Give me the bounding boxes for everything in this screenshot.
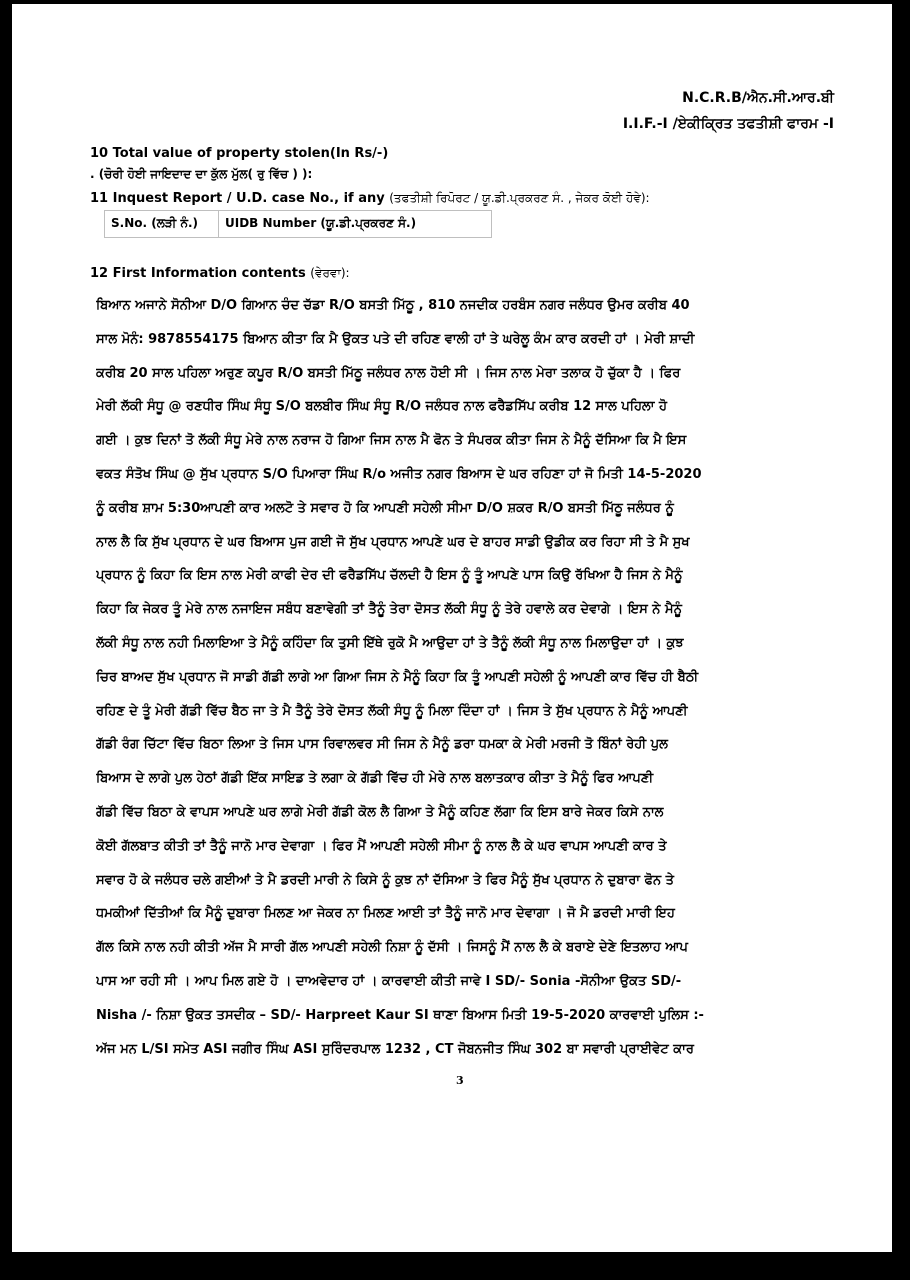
section-12-label-english: 12 First Information contents [90, 266, 306, 281]
fir-line: ਅੱਜ ਮਨ L/SI ਸਮੇਤ ASI ਜਗੀਰ ਸਿੰਘ ASI ਸੁਰਿੰਦਰਪਾਲ 1232 , CT ਜੋਬਨਜੀਤ ਸਿੰਘ 302 ਬਾ ਸਵਾਰੀ ਪ੍ਰਾਈਵੇਟ ਕਾਰ [96, 1041, 694, 1057]
fir-line: ਬਿਆਸ ਦੇ ਲਾਗੇ ਪੁਲ ਹੇਠਾਂ ਗੱਡੀ ਇੱਕ ਸਾਇਡ ਤੇ ਲਗਾ ਕੇ ਗੱਡੀ ਵਿੱਚ ਹੀ ਮੇਰੇ ਨਾਲ ਬਲਾਤਕਾਰ ਕੀਤਾ ਤੇ ਮੈਨੂੰ ਫਿਰ ਆਪਣੀ [96, 771, 654, 787]
fir-line: ਨੂੰ ਕਰੀਬ ਸ਼ਾਮ 5:30ਆਪਣੀ ਕਾਰ ਅਲਟੋ ਤੇ ਸਵਾਰ ਹੋ ਕਿ ਆਪਣੀ ਸਹੇਲੀ ਸੀਮਾ D/O ਸ਼ਕਰ R/O ਬਸਤੀ ਮਿੱਠੂ ਜਲੰਧਰ ਨੂੰ [96, 500, 674, 516]
fir-line: ਲੱਕੀ ਸੰਧੂ ਨਾਲ ਨਹੀ ਮਿਲਾਇਆ ਤੇ ਮੈਨੂੰ ਕਹਿੰਦਾ ਕਿ ਤੁਸੀ ਇੱਥੇ ਰੁਕੋ ਮੈ ਆਉਦਾ ਹਾਂ ਤੇ ਤੈਨੂੰ ਲੱਕੀ ਸੰਧੂ ਨਾਲ ਮਿਲਾਉਦਾ ਹਾਂ । ਕੁਝ [96, 635, 684, 651]
fir-line: ਰਹਿਣ ਦੇ ਤੂੰ ਮੇਰੀ ਗੱਡੀ ਵਿੱਚ ਬੈਠ ਜਾ ਤੇ ਮੈ ਤੈਨੂੰ ਤੇਰੇ ਦੋਸਤ ਲੱਕੀ ਸੰਧੂ ਨੂੰ ਮਿਲਾ ਦਿੰਦਾ ਹਾਂ । ਜਿਸ ਤੇ ਸੁੱਖ ਪ੍ਰਧਾਨ ਨੇ ਮੈਨੂੰ ਆਪਣੀ [96, 703, 688, 719]
uidb-column-header: UIDB Number (ਯੂ.ਡੀ.ਪ੍ਰਕਰਣ ਸੰ.) [225, 216, 417, 230]
document-page [12, 4, 892, 1252]
fir-line: ਗੱਡੀ ਰੰਗ ਚਿੱਟਾ ਵਿੱਚ ਬਿਠਾ ਲਿਆ ਤੇ ਜਿਸ ਪਾਸ ਰਿਵਾਲਵਰ ਸੀ ਜਿਸ ਨੇ ਮੈਨੂੰ ਡਰਾ ਧਮਕਾ ਕੇ ਮੇਰੀ ਮਰਜੀ ਤੋ ਬਿੰਨਾਂ ਰੇਹੀ ਪੁਲ [96, 737, 668, 753]
section-10-label-punjabi: . (ਚੋਰੀ ਹੋਈ ਜਾਇਦਾਦ ਦਾ ਕੁੱਲ ਮੁੱਲ( ਰੁ ਵਿੱਚ ) ): [90, 167, 313, 181]
section-11-label-english: 11 Inquest Report / U.D. case No., if any [90, 191, 385, 206]
iif-form-header: I.I.F.-I /ਏਕੀਕ੍ਰਿਤ ਤਫਤੀਸ਼ੀ ਫਾਰਮ -I [622, 116, 834, 132]
fir-line: ਵਕਤ ਸੰਤੋਖ ਸਿੰਘ @ ਸੁੱਖ ਪ੍ਰਧਾਨ S/O ਪਿਆਰਾ ਸਿੰਘ R/o ਅਜੀਤ ਨਗਰ ਬਿਆਸ ਦੇ ਘਰ ਰਹਿਣਾ ਹਾਂ ਜੋ ਮਿਤੀ 14-5-2020 [96, 466, 702, 482]
fir-line: Nisha /- ਨਿਸ਼ਾ ਉਕਤ ਤਸਦੀਕ – SD/- Harpreet Kaur SI ਥਾਣਾ ਬਿਆਸ ਮਿਤੀ 19-5-2020 ਕਾਰਵਾਈ ਪੁਲਿਸ :- [96, 1007, 704, 1023]
section-12-label [90, 266, 350, 281]
section-12-label-punjabi: (ਵੇਰਵਾ): [310, 266, 350, 280]
fir-line: ਗਈ । ਕੁਝ ਦਿਨਾਂ ਤੋ ਲੱਕੀ ਸੰਧੂ ਮੇਰੇ ਨਾਲ ਨਰਾਜ ਹੋ ਗਿਆ ਜਿਸ ਨਾਲ ਮੈ ਫੋਨ ਤੇ ਸੰਪਰਕ ਕੀਤਾ ਜਿਸ ਨੇ ਮੈਨੂੰ ਦੱਸਿਆ ਕਿ ਮੈ ਇਸ [96, 433, 687, 449]
fir-line: ਗੱਡੀ ਵਿੱਚ ਬਿਠਾ ਕੇ ਵਾਪਸ ਆਪਣੇ ਘਰ ਲਾਗੇ ਮੇਰੀ ਗੱਡੀ ਕੋਲ ਲੈ ਗਿਆ ਤੇ ਮੈਨੂੰ ਕਹਿਣ ਲੱਗਾ ਕਿ ਇਸ ਬਾਰੇ ਜੇਕਰ ਕਿਸੇ ਨਾਲ [96, 804, 664, 820]
fir-line: ਕੋਈ ਗੱਲਬਾਤ ਕੀਤੀ ਤਾਂ ਤੈਨੂੰ ਜਾਨੋ ਮਾਰ ਦੇਵਾਗਾ । ਫਿਰ ਮੈਂ ਆਪਣੀ ਸਹੇਲੀ ਸੀਮਾ ਨੂੰ ਨਾਲ ਲੈ ਕੇ ਘਰ ਵਾਪਸ ਆਪਣੀ ਕਾਰ ਤੇ [96, 838, 667, 854]
fir-line: ਬਿਆਨ ਅਜਾਨੇ ਸੋਨੀਆ D/O ਗਿਆਨ ਚੰਦ ਚੱਡਾ R/O ਬਸਤੀ ਮਿੱਠੂ , 810 ਨਜਦੀਕ ਹਰਬੰਸ ਨਗਰ ਜਲੰਧਰ ਉਮਰ ਕਰੀਬ 40 [96, 298, 690, 313]
fir-line: ਪ੍ਰਧਾਨ ਨੂੰ ਕਿਹਾ ਕਿ ਇਸ ਨਾਲ ਮੇਰੀ ਕਾਫੀ ਦੇਰ ਦੀ ਫਰੈਡਸਿੱਪ ਚੱਲਦੀ ਹੈ ਇਸ ਨੂੰ ਤੂੰ ਆਪਣੇ ਪਾਸ ਕਿਉ ਰੱਖਿਆ ਹੈ ਜਿਸ ਨੇ ਮੈਨੂੰ [96, 568, 683, 584]
ncrb-header: N.C.R.B/ਐਨ.ਸੀ.ਆਰ.ਬੀ [682, 90, 834, 106]
fir-line: ਗੱਲ ਕਿਸੇ ਨਾਲ ਨਹੀ ਕੀਤੀ ਅੱਜ ਮੈ ਸਾਰੀ ਗੱਲ ਆਪਣੀ ਸਹੇਲੀ ਨਿਸ਼ਾ ਨੂੰ ਦੱਸੀ । ਜਿਸਨੂੰ ਮੈਂ ਨਾਲ ਲੈ ਕੇ ਬਰਾਏ ਦੇਣੇ ਇਤਲਾਹ ਆਪ [96, 940, 688, 956]
section-11-label-punjabi: (ਤਫਤੀਸ਼ੀ ਰਿਪੋਰਟ / ਯੂ.ਡੀ.ਪ੍ਰਕਰਣ ਸੰ. , ਜੇਕਰ ਕੋਈ ਹੋਵੇ): [389, 191, 650, 205]
page-number: 3 [456, 1074, 464, 1087]
fir-line: ਧਮਕੀਆਂ ਦਿੱਤੀਆਂ ਕਿ ਮੈਨੂੰ ਦੁਬਾਰਾ ਮਿਲਣ ਆ ਜੇਕਰ ਨਾ ਮਿਲਣ ਆਈ ਤਾਂ ਤੈਨੂੰ ਜਾਨੋ ਮਾਰ ਦੇਵਾਗਾ । ਜੋ ਮੈ ਡਰਦੀ ਮਾਰੀ ਇਹ [96, 906, 675, 922]
fir-line: ਕਰੀਬ 20 ਸਾਲ ਪਹਿਲਾ ਅਰੁਣ ਕਪੂਰ R/O ਬਸਤੀ ਮਿੱਠੂ ਜਲੰਧਰ ਨਾਲ ਹੋਈ ਸੀ । ਜਿਸ ਨਾਲ ਮੇਰਾ ਤਲਾਕ ਹੋ ਚੁੱਕਾ ਹੈ । ਫਿਰ [96, 365, 681, 381]
inquest-table [104, 210, 492, 238]
sno-column-header: S.No. (ਲੜੀ ਨੰ.) [105, 211, 219, 237]
fir-line: ਚਿਰ ਬਾਅਦ ਸੁੱਖ ਪ੍ਰਧਾਨ ਜੋ ਸਾਡੀ ਗੱਡੀ ਲਾਗੇ ਆ ਗਿਆ ਜਿਸ ਨੇ ਮੈਨੂੰ ਕਿਹਾ ਕਿ ਤੂੰ ਆਪਣੀ ਸਹੇਲੀ ਨੂੰ ਆਪਣੀ ਕਾਰ ਵਿੱਚ ਹੀ ਬੈਠੀ [96, 669, 699, 685]
section-10-label: 10 Total value of property stolen(In Rs/-) [90, 146, 389, 161]
fir-line: ਕਿਹਾ ਕਿ ਜੇਕਰ ਤੂੰ ਮੇਰੇ ਨਾਲ ਨਜਾਇਜ ਸਬੰਧ ਬਣਾਵੇਗੀ ਤਾਂ ਤੈਨੂੰ ਤੇਰਾ ਦੋਸਤ ਲੱਕੀ ਸੰਧੂ ਨੂੰ ਤੇਰੇ ਹਵਾਲੇ ਕਰ ਦੇਵਾਗੇ । ਇਸ ਨੇ ਮੈਨੂੰ [96, 602, 682, 618]
fir-line: ਸਾਲ ਮੋਨੰ: 9878554175 ਬਿਆਨ ਕੀਤਾ ਕਿ ਮੈ ਉਕਤ ਪਤੇ ਦੀ ਰਹਿਣ ਵਾਲੀ ਹਾਂ ਤੇ ਘਰੇਲੂ ਕੰਮ ਕਾਰ ਕਰਦੀ ਹਾਂ । ਮੇਰੀ ਸ਼ਾਦੀ [96, 331, 695, 347]
section-11-label [90, 191, 650, 206]
fir-line: ਨਾਲ ਲੈ ਕਿ ਸੁੱਖ ਪ੍ਰਧਾਨ ਦੇ ਘਰ ਬਿਆਸ ਪੁਜ ਗਈ ਜੋ ਸੁੱਖ ਪ੍ਰਧਾਨ ਆਪਣੇ ਘਰ ਦੇ ਬਾਹਰ ਸਾਡੀ ਉਡੀਕ ਕਰ ਰਿਹਾ ਸੀ ਤੇ ਮੈ ਸੁਖ [96, 534, 690, 550]
fir-line: ਸਵਾਰ ਹੋ ਕੇ ਜਲੰਧਰ ਚਲੇ ਗਈਆਂ ਤੇ ਮੈ ਡਰਦੀ ਮਾਰੀ ਨੇ ਕਿਸੇ ਨੂੰ ਕੁਝ ਨਾਂ ਦੱਸਿਆ ਤੇ ਫਿਰ ਮੈਨੂੰ ਸੁੱਖ ਪ੍ਰਧਾਨ ਨੇ ਦੁਬਾਰਾ ਫੋਨ ਤੇ [96, 872, 674, 888]
fir-line: ਪਾਸ ਆ ਰਹੀ ਸੀ । ਆਪ ਮਿਲ ਗਏ ਹੋ । ਦਾਅਵੇਦਾਰ ਹਾਂ । ਕਾਰਵਾਈ ਕੀਤੀ ਜਾਵੇ I SD/- Sonia -ਸੋਨੀਆ ਉਕਤ SD/- [96, 973, 682, 989]
fir-line: ਮੇਰੀ ਲੱਕੀ ਸੰਧੂ @ ਰਣਧੀਰ ਸਿੰਘ ਸੰਧੂ S/O ਬਲਬੀਰ ਸਿੰਘ ਸੰਧੂ R/O ਜਲੰਧਰ ਨਾਲ ਫਰੈਡਸਿੱਪ ਕਰੀਬ 12 ਸਾਲ ਪਹਿਲਾ ਹੋ [96, 399, 667, 415]
fir-contents [96, 289, 830, 1066]
